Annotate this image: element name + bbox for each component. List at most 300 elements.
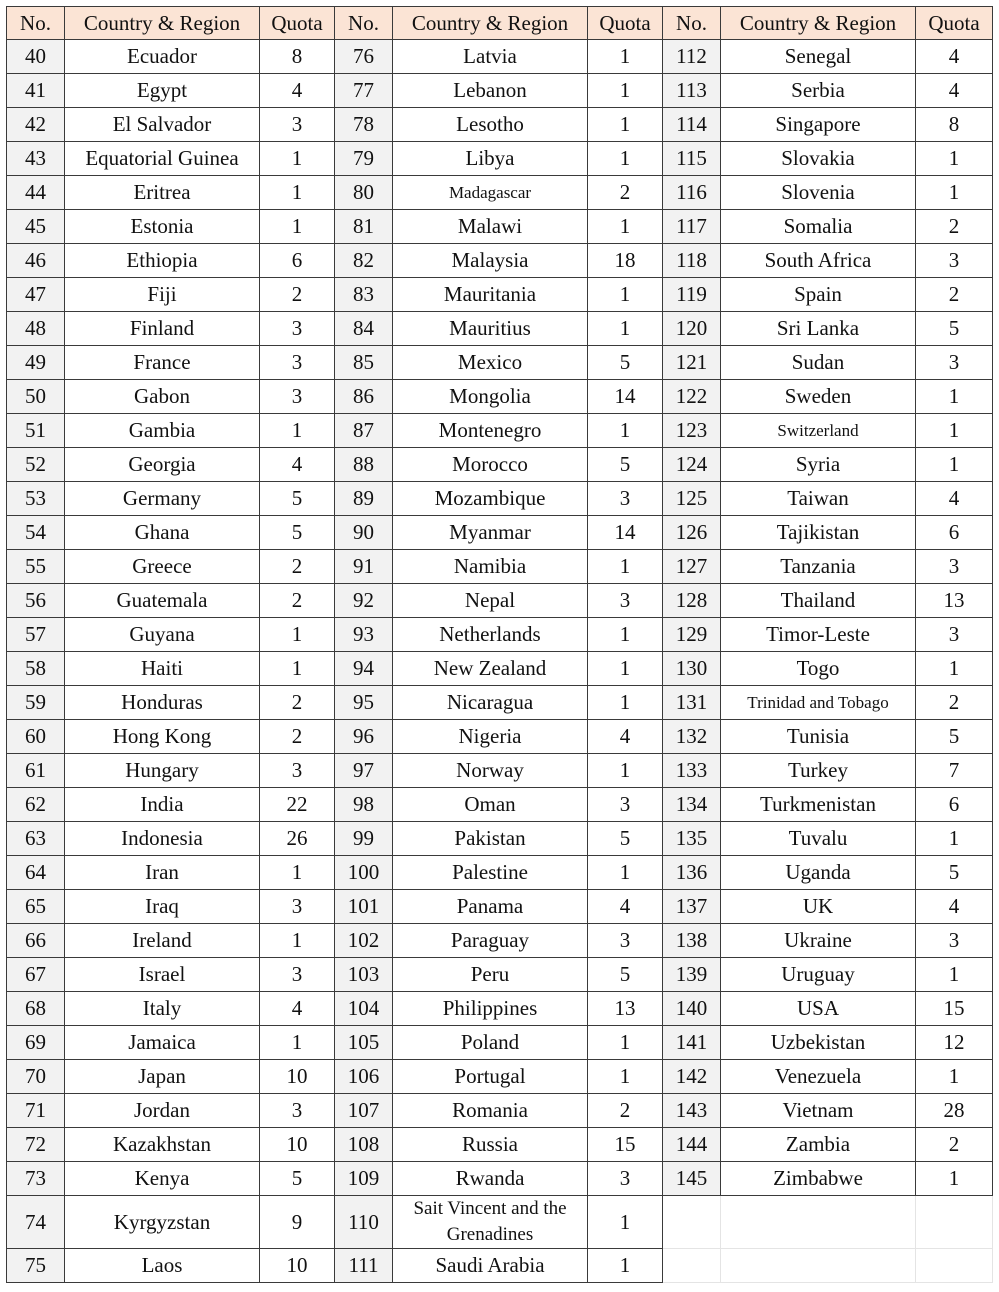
row-number-cell: 91 bbox=[335, 550, 393, 584]
quota-cell: 1 bbox=[588, 40, 663, 74]
country-region-cell: Peru bbox=[393, 958, 588, 992]
country-region-cell: Slovakia bbox=[721, 142, 916, 176]
row-number-cell: 73 bbox=[7, 1162, 65, 1196]
table-row bbox=[7, 550, 993, 584]
country-region-cell: Myanmar bbox=[393, 516, 588, 550]
table-row bbox=[7, 856, 993, 890]
quota-cell: 1 bbox=[260, 176, 335, 210]
quota-cell: 1 bbox=[588, 278, 663, 312]
quota-cell: 1 bbox=[916, 652, 993, 686]
quota-cell: 4 bbox=[916, 890, 993, 924]
quota-cell: 3 bbox=[260, 754, 335, 788]
quota-cell: 4 bbox=[260, 74, 335, 108]
table-row bbox=[7, 380, 993, 414]
quota-cell: 3 bbox=[588, 788, 663, 822]
country-region-cell: Norway bbox=[393, 754, 588, 788]
row-number-cell: 130 bbox=[663, 652, 721, 686]
row-number-cell: 121 bbox=[663, 346, 721, 380]
quota-cell: 1 bbox=[588, 550, 663, 584]
quota-cell: 5 bbox=[588, 958, 663, 992]
quota-cell: 1 bbox=[260, 142, 335, 176]
row-number-cell: 45 bbox=[7, 210, 65, 244]
quota-cell: 10 bbox=[260, 1249, 335, 1283]
empty-cell bbox=[721, 1196, 916, 1249]
quota-cell: 8 bbox=[916, 108, 993, 142]
quota-cell: 12 bbox=[916, 1026, 993, 1060]
row-number-cell: 65 bbox=[7, 890, 65, 924]
table-row bbox=[7, 958, 993, 992]
quota-cell: 3 bbox=[588, 482, 663, 516]
country-region-cell: Egypt bbox=[65, 74, 260, 108]
country-region-cell: Libya bbox=[393, 142, 588, 176]
country-region-cell: Turkey bbox=[721, 754, 916, 788]
row-number-cell: 125 bbox=[663, 482, 721, 516]
quota-cell: 3 bbox=[916, 346, 993, 380]
row-number-cell: 120 bbox=[663, 312, 721, 346]
country-region-cell: Haiti bbox=[65, 652, 260, 686]
quota-cell: 1 bbox=[260, 210, 335, 244]
quota-cell: 1 bbox=[916, 414, 993, 448]
country-region-cell: Zambia bbox=[721, 1128, 916, 1162]
country-region-cell: Malaysia bbox=[393, 244, 588, 278]
quota-cell: 4 bbox=[260, 992, 335, 1026]
row-number-cell: 117 bbox=[663, 210, 721, 244]
quota-cell: 4 bbox=[260, 448, 335, 482]
empty-cell bbox=[916, 1249, 993, 1283]
quota-cell: 4 bbox=[916, 40, 993, 74]
table-body bbox=[7, 40, 993, 1283]
country-region-cell: Timor-Leste bbox=[721, 618, 916, 652]
country-region-cell: Ghana bbox=[65, 516, 260, 550]
table-row bbox=[7, 1249, 993, 1283]
row-number-cell: 76 bbox=[335, 40, 393, 74]
country-region-cell: South Africa bbox=[721, 244, 916, 278]
country-region-cell: Nigeria bbox=[393, 720, 588, 754]
quota-cell: 1 bbox=[588, 142, 663, 176]
row-number-cell: 74 bbox=[7, 1196, 65, 1249]
quota-cell: 4 bbox=[588, 720, 663, 754]
header-country-region: Country & Region bbox=[721, 7, 916, 40]
quota-cell: 1 bbox=[916, 448, 993, 482]
row-number-cell: 43 bbox=[7, 142, 65, 176]
quota-cell: 22 bbox=[260, 788, 335, 822]
country-region-cell: Nicaragua bbox=[393, 686, 588, 720]
country-region-cell: Eritrea bbox=[65, 176, 260, 210]
country-region-cell: Netherlands bbox=[393, 618, 588, 652]
quota-table bbox=[6, 6, 993, 1283]
quota-cell: 5 bbox=[916, 720, 993, 754]
row-number-cell: 108 bbox=[335, 1128, 393, 1162]
row-number-cell: 118 bbox=[663, 244, 721, 278]
country-region-cell: Syria bbox=[721, 448, 916, 482]
table-row bbox=[7, 312, 993, 346]
table-row bbox=[7, 1196, 993, 1249]
quota-cell: 3 bbox=[588, 584, 663, 618]
table-row bbox=[7, 788, 993, 822]
country-region-cell: Ethiopia bbox=[65, 244, 260, 278]
quota-cell: 8 bbox=[260, 40, 335, 74]
quota-cell: 4 bbox=[916, 482, 993, 516]
country-region-cell: Kenya bbox=[65, 1162, 260, 1196]
row-number-cell: 122 bbox=[663, 380, 721, 414]
country-region-cell: Kyrgyzstan bbox=[65, 1196, 260, 1249]
quota-cell: 2 bbox=[260, 550, 335, 584]
country-region-cell: Panama bbox=[393, 890, 588, 924]
row-number-cell: 84 bbox=[335, 312, 393, 346]
quota-cell: 3 bbox=[260, 380, 335, 414]
row-number-cell: 132 bbox=[663, 720, 721, 754]
quota-cell: 1 bbox=[916, 142, 993, 176]
quota-cell: 2 bbox=[916, 686, 993, 720]
quota-cell: 1 bbox=[588, 1026, 663, 1060]
country-region-cell: Laos bbox=[65, 1249, 260, 1283]
row-number-cell: 54 bbox=[7, 516, 65, 550]
row-number-cell: 136 bbox=[663, 856, 721, 890]
country-region-cell: Madagascar bbox=[393, 176, 588, 210]
quota-cell: 2 bbox=[588, 176, 663, 210]
row-number-cell: 88 bbox=[335, 448, 393, 482]
country-region-cell: Togo bbox=[721, 652, 916, 686]
row-number-cell: 68 bbox=[7, 992, 65, 1026]
country-region-cell: Japan bbox=[65, 1060, 260, 1094]
country-region-cell: Thailand bbox=[721, 584, 916, 618]
quota-cell: 2 bbox=[260, 686, 335, 720]
header-no: No. bbox=[335, 7, 393, 40]
quota-cell: 1 bbox=[260, 924, 335, 958]
row-number-cell: 123 bbox=[663, 414, 721, 448]
country-region-cell: Equatorial Guinea bbox=[65, 142, 260, 176]
country-region-cell: Mexico bbox=[393, 346, 588, 380]
country-region-cell: Montenegro bbox=[393, 414, 588, 448]
table-row bbox=[7, 40, 993, 74]
quota-cell: 6 bbox=[260, 244, 335, 278]
row-number-cell: 44 bbox=[7, 176, 65, 210]
row-number-cell: 71 bbox=[7, 1094, 65, 1128]
row-number-cell: 70 bbox=[7, 1060, 65, 1094]
row-number-cell: 58 bbox=[7, 652, 65, 686]
row-number-cell: 50 bbox=[7, 380, 65, 414]
row-number-cell: 124 bbox=[663, 448, 721, 482]
row-number-cell: 67 bbox=[7, 958, 65, 992]
country-region-cell: Guatemala bbox=[65, 584, 260, 618]
quota-cell: 14 bbox=[588, 516, 663, 550]
table-row bbox=[7, 924, 993, 958]
row-number-cell: 64 bbox=[7, 856, 65, 890]
quota-cell: 5 bbox=[260, 482, 335, 516]
country-region-cell: El Salvador bbox=[65, 108, 260, 142]
quota-cell: 3 bbox=[588, 924, 663, 958]
country-region-cell: Poland bbox=[393, 1026, 588, 1060]
country-region-cell: Tanzania bbox=[721, 550, 916, 584]
quota-cell: 1 bbox=[916, 176, 993, 210]
row-number-cell: 140 bbox=[663, 992, 721, 1026]
quota-cell: 13 bbox=[588, 992, 663, 1026]
country-region-cell: Slovenia bbox=[721, 176, 916, 210]
country-region-cell: Hong Kong bbox=[65, 720, 260, 754]
quota-cell: 1 bbox=[588, 686, 663, 720]
row-number-cell: 145 bbox=[663, 1162, 721, 1196]
country-region-cell: Tunisia bbox=[721, 720, 916, 754]
country-region-cell: Paraguay bbox=[393, 924, 588, 958]
country-region-cell: Germany bbox=[65, 482, 260, 516]
row-number-cell: 109 bbox=[335, 1162, 393, 1196]
quota-cell: 1 bbox=[588, 1060, 663, 1094]
country-region-cell: Jordan bbox=[65, 1094, 260, 1128]
row-number-cell: 131 bbox=[663, 686, 721, 720]
table-row bbox=[7, 1094, 993, 1128]
country-region-cell: Somalia bbox=[721, 210, 916, 244]
row-number-cell: 104 bbox=[335, 992, 393, 1026]
country-region-cell: Namibia bbox=[393, 550, 588, 584]
table-row bbox=[7, 278, 993, 312]
quota-cell: 3 bbox=[260, 312, 335, 346]
quota-cell: 1 bbox=[588, 856, 663, 890]
header-no: No. bbox=[663, 7, 721, 40]
quota-cell: 1 bbox=[260, 652, 335, 686]
quota-cell: 10 bbox=[260, 1060, 335, 1094]
quota-cell: 2 bbox=[260, 584, 335, 618]
country-region-cell: Tuvalu bbox=[721, 822, 916, 856]
row-number-cell: 141 bbox=[663, 1026, 721, 1060]
country-region-cell: Italy bbox=[65, 992, 260, 1026]
country-region-cell: Oman bbox=[393, 788, 588, 822]
row-number-cell: 119 bbox=[663, 278, 721, 312]
country-region-cell: Hungary bbox=[65, 754, 260, 788]
country-region-cell: Fiji bbox=[65, 278, 260, 312]
row-number-cell: 97 bbox=[335, 754, 393, 788]
row-number-cell: 98 bbox=[335, 788, 393, 822]
header-quota: Quota bbox=[260, 7, 335, 40]
quota-cell: 6 bbox=[916, 788, 993, 822]
row-number-cell: 127 bbox=[663, 550, 721, 584]
row-number-cell: 41 bbox=[7, 74, 65, 108]
row-number-cell: 128 bbox=[663, 584, 721, 618]
row-number-cell: 81 bbox=[335, 210, 393, 244]
row-number-cell: 57 bbox=[7, 618, 65, 652]
table-row bbox=[7, 686, 993, 720]
row-number-cell: 100 bbox=[335, 856, 393, 890]
country-region-cell: Jamaica bbox=[65, 1026, 260, 1060]
row-number-cell: 129 bbox=[663, 618, 721, 652]
row-number-cell: 105 bbox=[335, 1026, 393, 1060]
quota-cell: 1 bbox=[588, 1196, 663, 1249]
quota-cell: 5 bbox=[588, 346, 663, 380]
row-number-cell: 106 bbox=[335, 1060, 393, 1094]
row-number-cell: 95 bbox=[335, 686, 393, 720]
country-region-cell: Uzbekistan bbox=[721, 1026, 916, 1060]
quota-cell: 3 bbox=[916, 924, 993, 958]
quota-cell: 3 bbox=[916, 550, 993, 584]
country-region-cell: Iraq bbox=[65, 890, 260, 924]
quota-cell: 1 bbox=[588, 210, 663, 244]
quota-cell: 2 bbox=[916, 1128, 993, 1162]
table-row bbox=[7, 516, 993, 550]
quota-cell: 2 bbox=[260, 720, 335, 754]
quota-cell: 2 bbox=[260, 278, 335, 312]
table-row bbox=[7, 754, 993, 788]
quota-cell: 5 bbox=[588, 448, 663, 482]
row-number-cell: 111 bbox=[335, 1249, 393, 1283]
country-region-cell: Mauritius bbox=[393, 312, 588, 346]
quota-cell: 2 bbox=[588, 1094, 663, 1128]
empty-cell bbox=[721, 1249, 916, 1283]
table-row bbox=[7, 992, 993, 1026]
row-number-cell: 66 bbox=[7, 924, 65, 958]
table-row bbox=[7, 1162, 993, 1196]
row-number-cell: 112 bbox=[663, 40, 721, 74]
country-region-cell: Latvia bbox=[393, 40, 588, 74]
row-number-cell: 62 bbox=[7, 788, 65, 822]
quota-cell: 18 bbox=[588, 244, 663, 278]
quota-cell: 1 bbox=[916, 380, 993, 414]
row-number-cell: 46 bbox=[7, 244, 65, 278]
country-region-cell: Zimbabwe bbox=[721, 1162, 916, 1196]
quota-cell: 5 bbox=[260, 516, 335, 550]
row-number-cell: 60 bbox=[7, 720, 65, 754]
quota-cell: 1 bbox=[588, 1249, 663, 1283]
country-region-cell: Vietnam bbox=[721, 1094, 916, 1128]
empty-cell bbox=[663, 1196, 721, 1249]
row-number-cell: 144 bbox=[663, 1128, 721, 1162]
row-number-cell: 56 bbox=[7, 584, 65, 618]
row-number-cell: 107 bbox=[335, 1094, 393, 1128]
table-row bbox=[7, 142, 993, 176]
quota-cell: 15 bbox=[916, 992, 993, 1026]
row-number-cell: 135 bbox=[663, 822, 721, 856]
row-number-cell: 139 bbox=[663, 958, 721, 992]
row-number-cell: 133 bbox=[663, 754, 721, 788]
country-region-cell: Tajikistan bbox=[721, 516, 916, 550]
row-number-cell: 110 bbox=[335, 1196, 393, 1249]
table-row bbox=[7, 1060, 993, 1094]
row-number-cell: 114 bbox=[663, 108, 721, 142]
quota-cell: 1 bbox=[916, 1060, 993, 1094]
country-region-cell: Ukraine bbox=[721, 924, 916, 958]
row-number-cell: 142 bbox=[663, 1060, 721, 1094]
row-number-cell: 86 bbox=[335, 380, 393, 414]
country-region-cell: Gambia bbox=[65, 414, 260, 448]
quota-cell: 3 bbox=[260, 958, 335, 992]
quota-cell: 28 bbox=[916, 1094, 993, 1128]
table-row bbox=[7, 176, 993, 210]
row-number-cell: 82 bbox=[335, 244, 393, 278]
country-region-cell: Gabon bbox=[65, 380, 260, 414]
table-row bbox=[7, 414, 993, 448]
quota-cell: 1 bbox=[916, 822, 993, 856]
quota-cell: 1 bbox=[260, 856, 335, 890]
country-region-cell: Venezuela bbox=[721, 1060, 916, 1094]
empty-cell bbox=[663, 1249, 721, 1283]
country-region-cell: Saudi Arabia bbox=[393, 1249, 588, 1283]
country-region-cell: Estonia bbox=[65, 210, 260, 244]
table-row bbox=[7, 346, 993, 380]
table-row bbox=[7, 822, 993, 856]
table-row bbox=[7, 618, 993, 652]
quota-cell: 1 bbox=[916, 958, 993, 992]
row-number-cell: 115 bbox=[663, 142, 721, 176]
row-number-cell: 42 bbox=[7, 108, 65, 142]
row-number-cell: 113 bbox=[663, 74, 721, 108]
quota-cell: 4 bbox=[916, 74, 993, 108]
quota-cell: 26 bbox=[260, 822, 335, 856]
table-row bbox=[7, 652, 993, 686]
header-no: No. bbox=[7, 7, 65, 40]
country-region-cell: Switzerland bbox=[721, 414, 916, 448]
row-number-cell: 40 bbox=[7, 40, 65, 74]
header-country-region: Country & Region bbox=[393, 7, 588, 40]
quota-cell: 1 bbox=[588, 74, 663, 108]
country-region-cell: Trinidad and Tobago bbox=[721, 686, 916, 720]
table-row bbox=[7, 890, 993, 924]
country-region-cell: Malawi bbox=[393, 210, 588, 244]
row-number-cell: 48 bbox=[7, 312, 65, 346]
country-region-cell: Philippines bbox=[393, 992, 588, 1026]
country-region-cell: Singapore bbox=[721, 108, 916, 142]
quota-cell: 14 bbox=[588, 380, 663, 414]
quota-cell: 2 bbox=[916, 210, 993, 244]
table-row bbox=[7, 210, 993, 244]
empty-cell bbox=[916, 1196, 993, 1249]
country-region-cell: Lesotho bbox=[393, 108, 588, 142]
country-region-cell: Senegal bbox=[721, 40, 916, 74]
row-number-cell: 61 bbox=[7, 754, 65, 788]
header-row bbox=[7, 7, 993, 40]
row-number-cell: 47 bbox=[7, 278, 65, 312]
country-region-cell: USA bbox=[721, 992, 916, 1026]
row-number-cell: 103 bbox=[335, 958, 393, 992]
quota-cell: 3 bbox=[260, 108, 335, 142]
country-region-cell: UK bbox=[721, 890, 916, 924]
quota-cell: 1 bbox=[588, 754, 663, 788]
country-region-cell: Uruguay bbox=[721, 958, 916, 992]
row-number-cell: 53 bbox=[7, 482, 65, 516]
row-number-cell: 72 bbox=[7, 1128, 65, 1162]
country-region-cell: Sweden bbox=[721, 380, 916, 414]
country-region-cell: France bbox=[65, 346, 260, 380]
quota-cell: 1 bbox=[588, 652, 663, 686]
table-row bbox=[7, 1026, 993, 1060]
table-row bbox=[7, 108, 993, 142]
row-number-cell: 134 bbox=[663, 788, 721, 822]
row-number-cell: 116 bbox=[663, 176, 721, 210]
country-region-cell: Palestine bbox=[393, 856, 588, 890]
country-region-cell: Uganda bbox=[721, 856, 916, 890]
quota-cell: 5 bbox=[916, 856, 993, 890]
row-number-cell: 83 bbox=[335, 278, 393, 312]
country-region-cell: Sait Vincent and the Grenadines bbox=[393, 1196, 588, 1249]
quota-cell: 1 bbox=[260, 414, 335, 448]
row-number-cell: 59 bbox=[7, 686, 65, 720]
country-region-cell: India bbox=[65, 788, 260, 822]
header-quota: Quota bbox=[588, 7, 663, 40]
country-region-cell: Russia bbox=[393, 1128, 588, 1162]
quota-cell: 2 bbox=[916, 278, 993, 312]
country-region-cell: Kazakhstan bbox=[65, 1128, 260, 1162]
country-region-cell: Taiwan bbox=[721, 482, 916, 516]
country-region-cell: Georgia bbox=[65, 448, 260, 482]
country-region-cell: Finland bbox=[65, 312, 260, 346]
quota-cell: 3 bbox=[916, 244, 993, 278]
country-region-cell: Romania bbox=[393, 1094, 588, 1128]
quota-cell: 1 bbox=[260, 1026, 335, 1060]
table-row bbox=[7, 448, 993, 482]
row-number-cell: 75 bbox=[7, 1249, 65, 1283]
row-number-cell: 52 bbox=[7, 448, 65, 482]
row-number-cell: 79 bbox=[335, 142, 393, 176]
row-number-cell: 80 bbox=[335, 176, 393, 210]
row-number-cell: 101 bbox=[335, 890, 393, 924]
table-row bbox=[7, 74, 993, 108]
